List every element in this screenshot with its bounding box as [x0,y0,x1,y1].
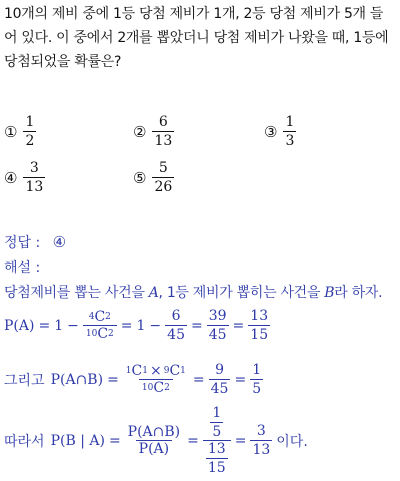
event-a-symbol: A [148,285,159,301]
option-5[interactable] [133,160,174,195]
option-5-numerator: 5 [158,160,168,176]
option-5-denominator: 26 [154,179,173,195]
question-line-1: 10개의 제비 중에 1등 당첨 제비가 1개, 2등 당첨 제비가 5개 들 [4,6,384,22]
pab-f2-num: 1 [252,362,262,378]
pab-t1-sub: 1 [142,366,148,376]
pcond-in-num: 1 [212,405,222,421]
pa-f2-den: 45 [208,327,227,343]
option-3-mark: ③ [264,122,278,141]
pa-f3-den: 15 [250,327,269,343]
pa-f1-den: 45 [167,327,185,343]
option-1-denominator: 2 [25,133,35,149]
answer-label: 정답 : [4,235,41,251]
option-2-denominator: 13 [154,133,173,149]
geurigo-text: 그리고 [4,372,45,389]
option-1-numerator: 1 [25,114,35,130]
pab-t1-pre: 1 [125,366,132,376]
option-1-mark: ① [4,122,18,141]
intro-part-b: , 1등 제비가 뽑히는 사건을 [158,285,321,301]
ida-text: 이다. [276,433,308,450]
pab-b-sub: 2 [164,383,170,393]
formula-pab: 그리고 P(A∩B) = 1 C 1 × 9 C 1 10 C 2 = $\frac{9}{45}$ = $\frac{1}{5}$ [4,362,262,397]
pa-cbot-sub: 2 [108,329,114,339]
explanation-label: 해설 : [4,260,41,276]
intro-part-c: 라 하자. [334,285,383,301]
pab-t2-sub: 1 [180,366,186,376]
option-3-numerator: 1 [285,114,295,130]
pab-comb-fraction: 1 C 1 × 9 C 1 10 C 2 [125,363,186,396]
pcond-in-den: 5 [212,424,222,440]
pcond-prob-fraction [125,424,183,457]
pa-ctop-sub: 2 [105,312,111,322]
option-4-denominator: 13 [25,179,44,195]
pa-f3-num: 13 [250,308,269,324]
question-line-2: 어 있다. 이 중에서 2개를 뽑았더니 당첨 제비가 나왔을 때, 1등에 [4,30,389,46]
option-3-denominator: 3 [285,133,295,149]
option-2[interactable] [133,114,174,149]
pa-ctop-pre: 4 [88,312,95,322]
answer-line [4,232,66,252]
answer-value: ④ [52,233,67,251]
option-3[interactable] [264,114,296,149]
option-2-numerator: 6 [158,114,168,130]
pab-lhs: P(A∩B) [50,371,104,388]
pa-cbot-pre: 10 [85,329,98,339]
option-1[interactable] [4,114,36,149]
pcond-num: P(A∩B) [127,424,181,440]
pcond-lhs: P(B | A) [50,432,105,449]
pcond-out-den: 15 [207,460,226,476]
intro-part-a: 당첨제비를 뽑는 사건을 [4,285,145,301]
option-2-mark: ② [133,122,147,141]
pab-t2-pre: 9 [163,366,170,376]
option-4[interactable] [4,160,45,195]
pab-f1-den: 45 [210,381,229,397]
pcond-compound-fraction [203,405,231,476]
pa-one: 1 [54,317,64,334]
pa-f2-num: 39 [208,308,227,324]
pcond-result-den: 13 [252,442,271,458]
option-4-numerator: 3 [29,160,39,176]
pcond-den: P(A) [136,440,172,457]
question-text [4,2,398,74]
pab-f1-num: 9 [215,362,225,378]
formula-pa: P(A) = 1 − 4 C 2 10 C 2 = 1 − $\frac{6}{45}$ = $\frac{39}{45}$ = $\frac{13}{15}$ [4,308,269,343]
explanation-intro [4,282,382,302]
pa-f1-num: 6 [171,308,181,324]
pcond-out-num: 13 [207,441,226,457]
pab-b-pre: 10 [141,383,154,393]
pa-comb-fraction: 4 C 2 10 C 2 [83,309,117,342]
question-line-3: 당첨되었을 확률은? [4,54,122,70]
option-5-mark: ⑤ [133,168,147,187]
event-b-symbol: B [324,285,335,301]
pab-f2-den: 5 [252,381,262,397]
option-4-mark: ④ [4,168,18,187]
pa-lhs: P(A) [4,317,35,334]
pcond-result-num: 3 [256,423,266,439]
ttaraseo-text: 따라서 [4,433,45,450]
formula-pcond: 따라서 P(B | A) = $\frac{P(A\cap B)}{P(A)}$ = $\frac{\frac{1}{5}}{\frac{13}{15}}$ = $\frac{3}{13}$ 이다. [4,405,308,476]
